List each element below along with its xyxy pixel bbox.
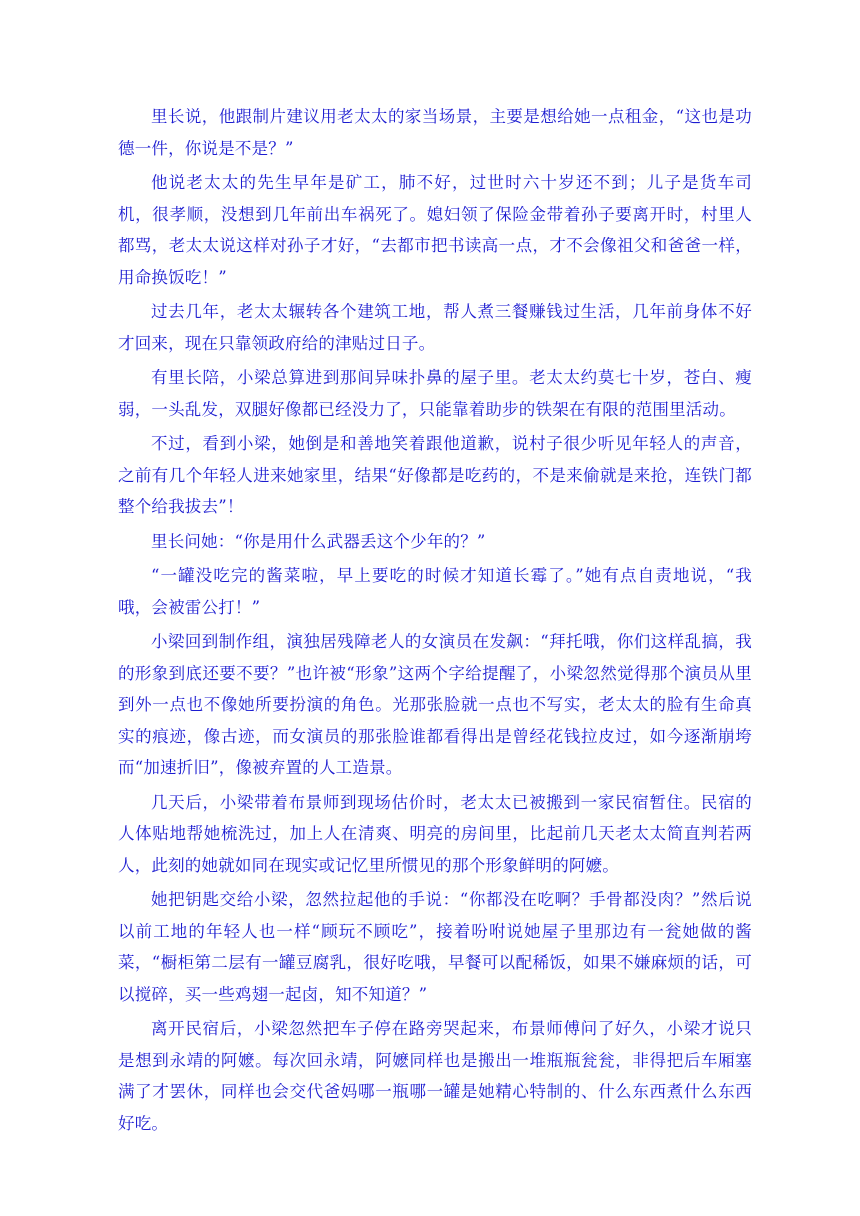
- paragraph-7: “一罐没吃完的酱菜啦，早上要吃的时候才知道长霉了。”她有点自责地说，“我哦，会被雷公打！”: [118, 566, 752, 617]
- paragraph-8: 小梁回到制作组，演独居残障老人的女演员在发飙：“拜托哦，你们这样乱搞，我的形象到底还要不要？”也许被“形象”这两个字给提醒了，小梁忽然觉得那个演员从里到外一点也不像她所要扮演的角色。光那张脸就一点也不写实，老太太的脸有生命真实的痕迹，像古迹，而女演员的那张脸谁都看得出是曾经花钱拉皮过，如今逐渐崩垮而“加速折旧”，像被弃置的人工造景。: [118, 632, 752, 777]
- paragraph-4: 有里长陪，小梁总算进到那间异味扑鼻的屋子里。老太太约莫七十岁，苍白、瘦弱，一头乱发，双腿好像都已经没力了，只能靠着助步的铁架在有限的范围里活动。: [118, 368, 752, 419]
- paragraph-9: 几天后，小梁带着布景师到现场估价时，老太太已被搬到一家民宿暂住。民宿的人体贴地帮她梳洗过，加上人在清爽、明亮的房间里，比起前几天老太太简直判若两人，此刻的她就如同在现实或记忆里所惯见的那个形象鲜明的阿嬷。: [118, 792, 752, 875]
- paragraph-6: 里长问她：“你是用什么武器丢这个少年的？”: [151, 531, 486, 551]
- paragraph-10: 她把钥匙交给小梁，忽然拉起他的手说：“你都没在吃啊？手骨都没肉？”然后说以前工地的年轻人也一样“顾玩不顾吃”，接着吩咐说她屋子里那边有一瓮她做的酱菜，“橱柜第二层有一罐豆腐乳，很好吃哦，早餐可以配稀饭，如果不嫌麻烦的话，可以搅碎，买一些鸡翅一起卤，知不知道？”: [118, 890, 752, 1004]
- paragraph-5: 不过，看到小梁，她倒是和善地笑着跟他道歉，说村子很少听见年轻人的声音，之前有几个年轻人进来她家里，结果“好像都是吃药的，不是来偷就是来抢，连铁门都整个给我拔去”！: [118, 434, 752, 516]
- paragraph-3: 过去几年，老太太辗转各个建筑工地，帮人煮三餐赚钱过生活，几年前身体不好才回来，现在只靠领政府给的津贴过日子。: [118, 302, 752, 353]
- paragraph-2: 他说老太太的先生早年是矿工，肺不好，过世时六十岁还不到；儿子是货车司机，很孝顺，没想到几年前出车祸死了。媳妇领了保险金带着孙子要离开时，村里人都骂，老太太说这样对孙子才好，“去都市把书读高一点，才不会像祖父和爸爸一样，用命换饭吃！”: [118, 173, 752, 287]
- paragraph-1: 里长说，他跟制片建议用老太太的家当场景，主要是想给她一点租金，“这也是功德一件，你说是不是？”: [118, 107, 752, 158]
- article-body: [118, 101, 752, 1142]
- paragraph-11: 离开民宿后，小梁忽然把车子停在路旁哭起来，布景师傅问了好久，小梁才说只是想到永靖的阿嬷。每次回永靖，阿嬷同样也是搬出一堆瓶瓶瓮瓮，非得把后车厢塞满了才罢休，同样也会交代爸妈哪一瓶哪一罐是她精心特制的、什么东西煮什么东西好吃。: [118, 1019, 752, 1133]
